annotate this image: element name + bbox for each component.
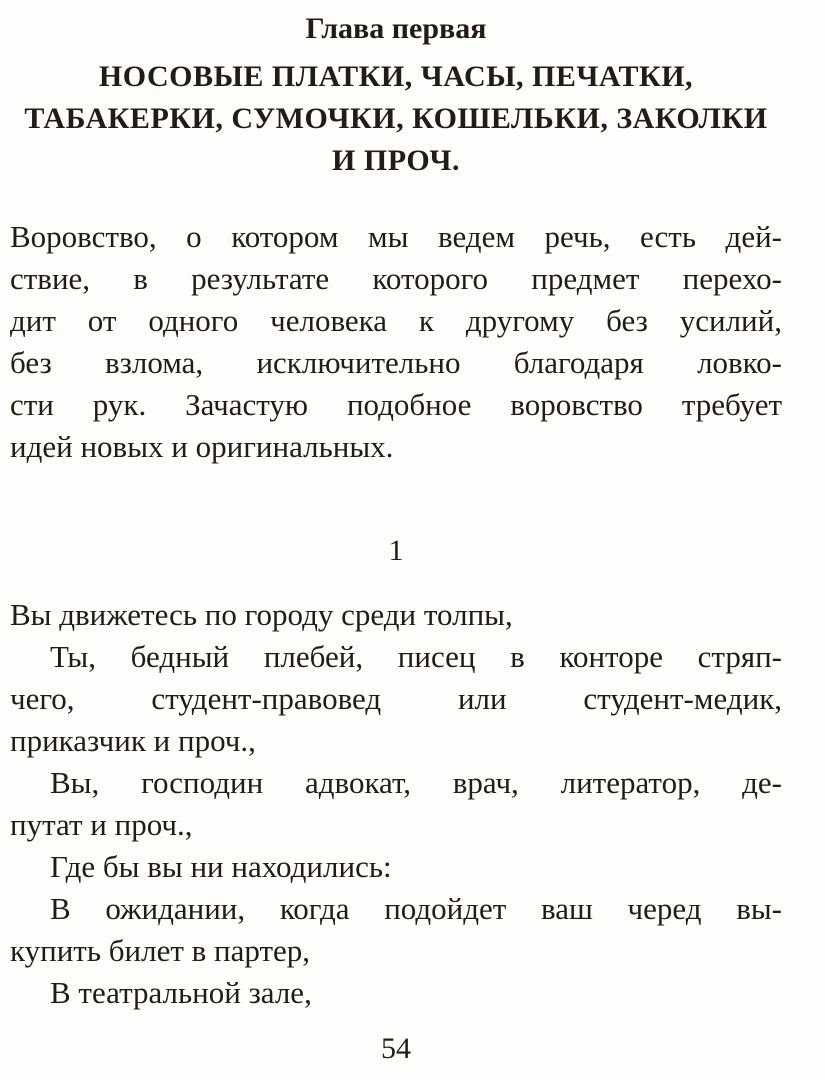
- chapter-subtitle-line: НОСОВЫЕ ПЛАТКИ, ЧАСЫ, ПЕЧАТКИ,: [98, 60, 694, 93]
- text-line: ствие, в результате которого предмет перехо-: [10, 261, 782, 296]
- text-line: дит от одного человека к другому без усилий,: [10, 303, 782, 338]
- verse-line: Вы, господин адвокат, врач, литератор, де-: [50, 765, 782, 800]
- text-line: сти рук. Зачастую подобное воровство требует: [10, 387, 782, 422]
- text-line: идей новых и оригинальных.: [10, 429, 394, 464]
- intro-paragraph: [10, 216, 782, 468]
- text-line: Воровство, о котором мы ведем речь, есть дей-: [10, 219, 782, 254]
- verse-line: приказчик и проч.,: [10, 723, 256, 758]
- verse-line: В театральной зале,: [50, 975, 312, 1010]
- page-number: 54: [381, 1032, 411, 1065]
- chapter-subtitle-line: ТАБАКЕРКИ, СУМОЧКИ, КОШЕЛЬКИ, ЗАКОЛКИ: [24, 102, 768, 135]
- verse-line: путат и проч.,: [10, 807, 193, 842]
- verse-line: Вы движетесь по городу среди толпы,: [10, 597, 513, 632]
- text-line: без взлома, исключительно благодаря ловко-: [10, 345, 782, 380]
- verse-line: В ожидании, когда подойдет ваш черед вы-: [50, 891, 782, 926]
- chapter-heading: Глава первая: [305, 12, 487, 45]
- chapter-subtitle: [10, 56, 782, 182]
- verse-line: купить билет в партер,: [10, 933, 311, 968]
- verse-block: [10, 594, 782, 1014]
- chapter-subtitle-line: И ПРОЧ.: [332, 144, 460, 177]
- verse-line: чего, студент-правовед или студент-медик,: [10, 681, 782, 716]
- section-number: 1: [388, 534, 404, 567]
- verse-line: Где бы вы ни находились:: [50, 849, 392, 884]
- verse-line: Ты, бедный плебей, писец в конторе стряп-: [50, 639, 782, 674]
